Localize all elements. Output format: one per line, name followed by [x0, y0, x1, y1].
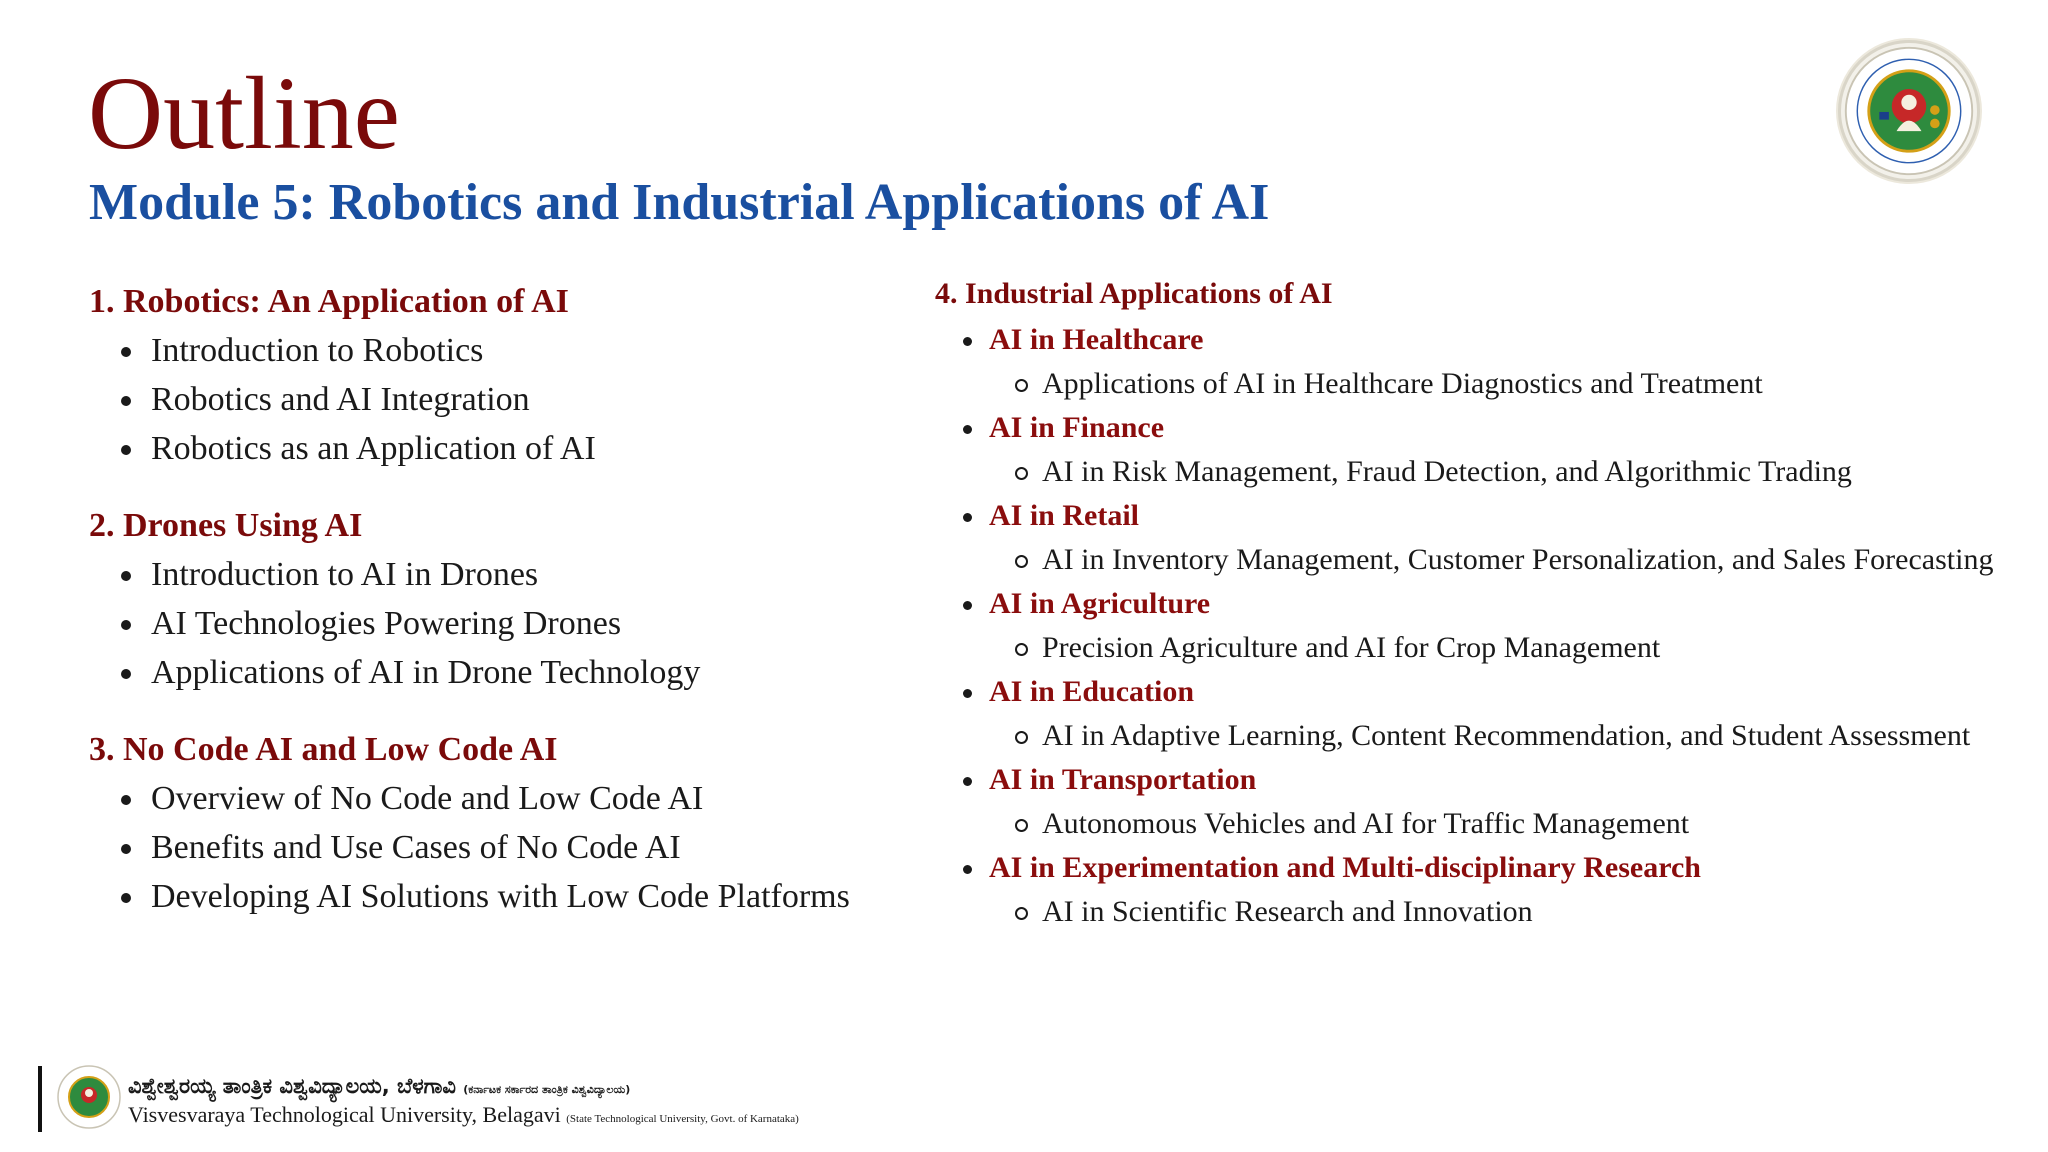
sub-item: AI in Risk Management, Fraud Detection, and Algorithmic Trading — [935, 450, 2015, 494]
section-heading: 1. Robotics: An Application of AI — [89, 283, 569, 320]
list-item: Overview of No Code and Low Code AI — [89, 774, 850, 823]
footer-english-line — [128, 1102, 799, 1128]
category-finance: AI in Finance — [935, 406, 2035, 450]
sub-item: Applications of AI in Healthcare Diagnostics and Treatment — [935, 362, 2015, 406]
section-robotics — [89, 278, 596, 473]
section-no-code — [89, 726, 850, 921]
section-heading: 2. Drones Using AI — [89, 507, 363, 544]
category-education: AI in Education — [935, 670, 2035, 714]
list-item: Benefits and Use Cases of No Code AI — [89, 823, 850, 872]
sub-item: Precision Agriculture and AI for Crop Management — [935, 626, 2015, 670]
section-heading-industrial: 4. Industrial Applications of AI — [935, 277, 1333, 310]
sub-item: Autonomous Vehicles and AI for Traffic Management — [935, 802, 2015, 846]
category-agriculture: AI in Agriculture — [935, 582, 2035, 626]
slide-title: Outline — [88, 56, 400, 171]
category-transportation: AI in Transportation — [935, 758, 2035, 802]
section-drones — [89, 502, 700, 697]
list-item: AI Technologies Powering Drones — [89, 599, 700, 648]
list-item: Applications of AI in Drone Technology — [89, 648, 700, 697]
category-research: AI in Experimentation and Multi-disciplinary Research — [935, 846, 2035, 890]
category-retail: AI in Retail — [935, 494, 2035, 538]
vtu-logo — [1838, 40, 1980, 182]
sub-item: AI in Scientific Research and Innovation — [935, 890, 2015, 934]
list-item: Robotics and AI Integration — [89, 375, 596, 424]
list-item: Introduction to Robotics — [89, 326, 596, 375]
right-column — [935, 270, 2035, 934]
list-item: Developing AI Solutions with Low Code Platforms — [89, 872, 850, 921]
footer-kannada-note: (ಕರ್ನಾಟಕ ಸರ್ಕಾರದ ತಾಂತ್ರಿಕ ವಿಶ್ವವಿದ್ಯಾಲಯ) — [463, 1083, 631, 1096]
sub-item: AI in Adaptive Learning, Content Recommendation, and Student Assessment — [935, 714, 2015, 758]
category-healthcare: AI in Healthcare — [935, 318, 2035, 362]
footer-kannada-line — [128, 1074, 630, 1099]
footer-divider — [38, 1066, 42, 1132]
footer-english-name: Visvesvaraya Technological University, Belagavi — [128, 1102, 561, 1127]
section-heading: 3. No Code AI and Low Code AI — [89, 731, 558, 768]
footer-kannada-name: ವಿಶ್ವೇಶ್ವರಯ್ಯ ತಾಂತ್ರಿಕ ವಿಶ್ವವಿದ್ಯಾಲಯ, ಬೆಳಗಾವಿ — [128, 1074, 456, 1098]
sub-item: AI in Inventory Management, Customer Personalization, and Sales Forecasting — [935, 538, 2015, 582]
university-seal-icon — [1841, 43, 1977, 179]
university-seal-small-icon — [56, 1064, 122, 1130]
list-item: Introduction to AI in Drones — [89, 550, 700, 599]
list-item: Robotics as an Application of AI — [89, 424, 596, 473]
footer-english-note: (State Technological University, Govt. of Karnataka) — [566, 1113, 799, 1125]
footer-logo — [56, 1064, 122, 1130]
slide-subtitle: Module 5: Robotics and Industrial Applications of AI — [89, 174, 1270, 231]
